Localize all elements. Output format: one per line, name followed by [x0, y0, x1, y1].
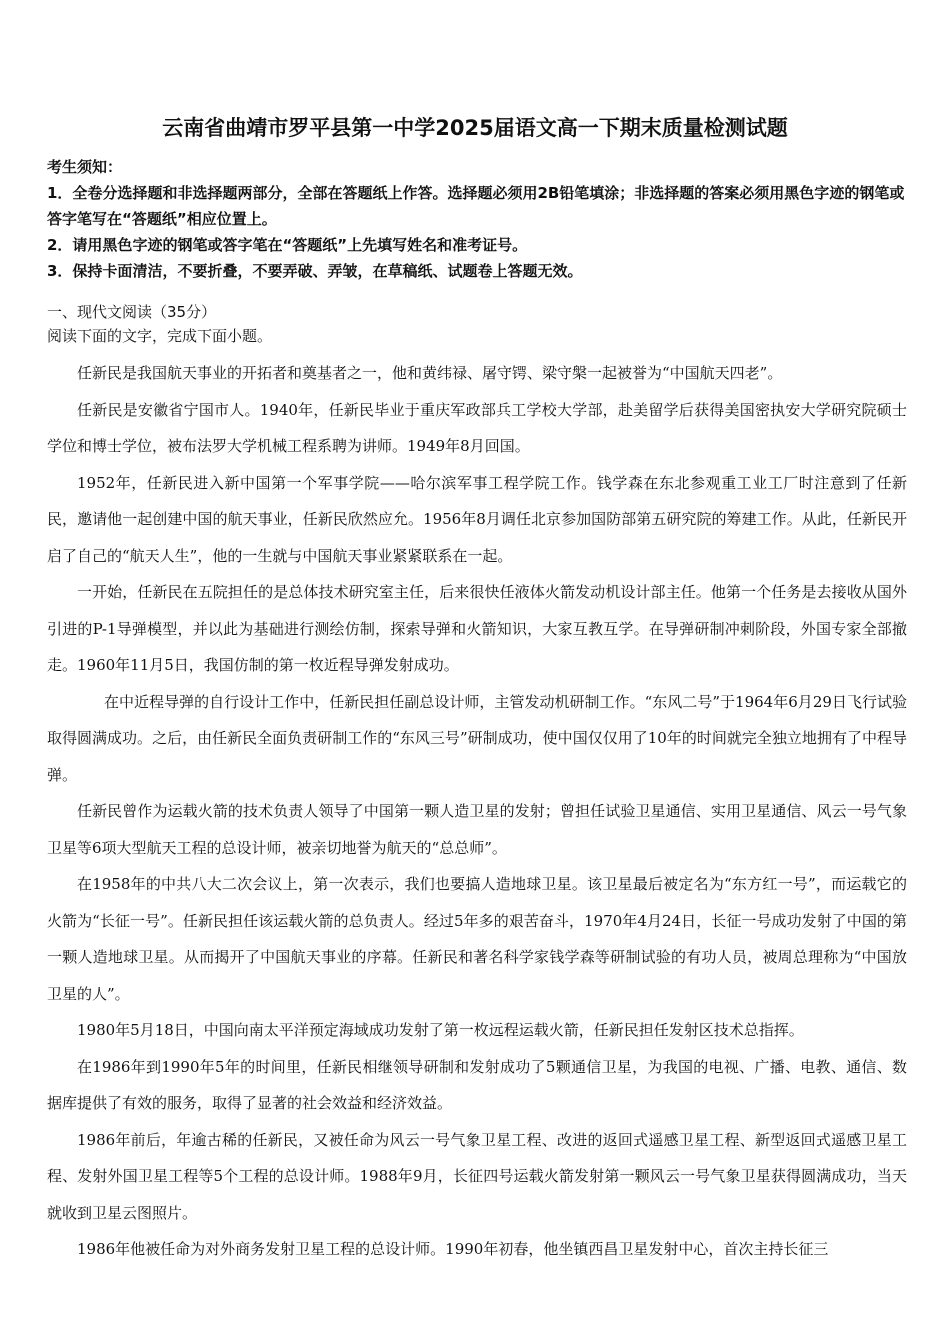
reading-passage [47, 355, 907, 1268]
passage-paragraph: 1980年5月18日，中国向南太平洋预定海域成功发射了第一枚远程运载火箭，任新民担任发射区技术总指挥。 [77, 1021, 804, 1039]
notice-heading: 考生须知： [47, 158, 123, 176]
passage-paragraph: 1986年前后，年逾古稀的任新民，又被任命为风云一号气象卫星工程、改进的返回式遥感卫星工程、新型返回式遥感卫星工程、发射外国卫星工程等5个工程的总设计师。1988年9月，长征四号运载火箭发射第一颗风云一号气象卫星获得圆满成功，当天就收到卫星云图照片。 [47, 1130, 907, 1222]
candidate-notice [47, 154, 907, 284]
passage-paragraph: 1952年，任新民进入新中国第一个军事学院——哈尔滨军事工程学院工作。钱学森在东北参观重工业工厂时注意到了任新民，邀请他一起创建中国的航天事业，任新民欣然应允。1956年8月调任北京参加国防部第五研究院的筹建工作。从此，任新民开启了自己的“航天人生”，他的一生就与中国航天事业紧紧联系在一起。 [47, 473, 907, 565]
passage-paragraph: 任新民曾作为运载火箭的技术负责人领导了中国第一颗人造卫星的发射；曾担任试验卫星通信、实用卫星通信、风云一号气象卫星等6项大型航天工程的总设计师，被亲切地誉为航天的“总总师”。 [47, 802, 907, 857]
passage-paragraph: 在1986年到1990年5年的时间里，任新民相继领导研制和发射成功了5颗通信卫星，为我国的电视、广播、电教、通信、数据库提供了有效的服务，取得了显著的社会效益和经济效益。 [47, 1057, 907, 1112]
passage-paragraph: 任新民是安徽省宁国市人。1940年，任新民毕业于重庆军政部兵工学校大学部，赴美留学后获得美国密执安大学研究院硕士学位和博士学位，被布法罗大学机械工程系聘为讲师。1949年8月回国。 [47, 400, 907, 455]
passage-paragraph: 一开始，任新民在五院担任的是总体技术研究室主任，后来很快任液体火箭发动机设计部主任。他第一个任务是去接收从国外引进的P-1导弹模型，并以此为基础进行测绘仿制，探索导弹和火箭知识，大家互教互学。在导弹研制冲刺阶段，外国专家全部撤走。1960年11月5日，我国仿制的第一枚近程导弹发射成功。 [47, 583, 907, 674]
passage-paragraph: 任新民是我国航天事业的开拓者和奠基者之一，他和黄纬禄、屠守锷、梁守槃一起被誉为“中国航天四老”。 [77, 364, 783, 382]
notice-item: 1．全卷分选择题和非选择题两部分，全部在答题纸上作答。选择题必须用2B铅笔填涂；非选择题的答案必须用黑色字迹的钢笔或答字笔写在“答题纸”相应位置上。 [47, 184, 905, 228]
notice-item: 3．保持卡面清洁，不要折叠，不要弄破、弄皱，在草稿纸、试题卷上答题无效。 [47, 262, 583, 280]
page-title: 云南省曲靖市罗平县第一中学2025届语文高一下期末质量检测试题 [162, 116, 788, 140]
passage-paragraph: 在中近程导弹的自行设计工作中，任新民担任副总设计师，主管发动机研制工作。“东风二号”于1964年6月29日飞行试验取得圆满成功。之后，由任新民全面负责研制工作的“东风三号”研制成功，使中国仅仅用了10年的时间就完全独立地拥有了中程导弹。 [47, 692, 907, 784]
notice-item: 2．请用黑色字迹的钢笔或答字笔在“答题纸”上先填写姓名和准考证号。 [47, 236, 528, 254]
passage-paragraph: 在1958年的中共八大二次会议上，第一次表示，我们也要搞人造地球卫星。该卫星最后被定名为“东方红一号”，而运载它的火箭为“长征一号”。任新民担任该运载火箭的总负责人。经过5年多的艰苦奋斗，1970年4月24日，长征一号成功发射了中国的第一颗人造地球卫星。从而揭开了中国航天事业的序幕。任新民和著名科学家钱学森等研制试验的有功人员，被周总理称为“中国放卫星的人”。 [47, 875, 907, 1003]
section-heading: 一、现代文阅读（35分） [47, 303, 217, 321]
reading-instruction: 阅读下面的文字，完成下面小题。 [47, 327, 273, 345]
passage-paragraph: 1986年他被任命为对外商务发射卫星工程的总设计师。1990年初春，他坐镇西昌卫星发射中心，首次主持长征三 [77, 1240, 829, 1258]
